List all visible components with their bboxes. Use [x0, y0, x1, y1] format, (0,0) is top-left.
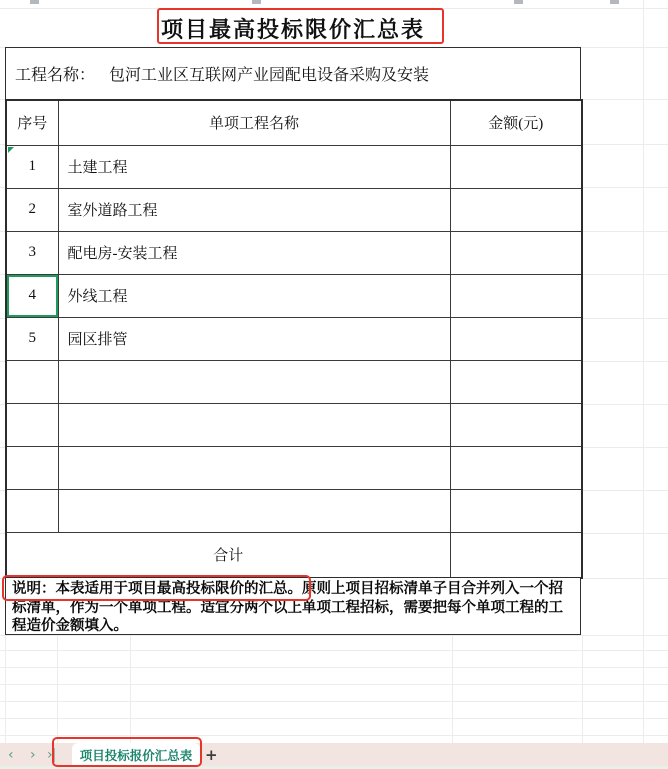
add-sheet-button[interactable]: +	[205, 745, 218, 764]
header-cell-no[interactable]: 序号	[6, 100, 58, 145]
amount-cell[interactable]	[450, 360, 582, 403]
gridline	[5, 635, 6, 743]
project-item-cell[interactable]: 外线工程	[58, 274, 450, 317]
last-sheet-button[interactable]: ›|	[47, 746, 56, 763]
page-title: 项目最高投标限价汇总表	[160, 17, 425, 42]
project-item-cell[interactable]: 室外道路工程	[58, 188, 450, 231]
project-name-label: 工程名称：	[15, 67, 96, 84]
next-sheet-button[interactable]: ›	[30, 746, 36, 763]
amount-cell[interactable]	[450, 403, 582, 446]
table-header-row	[6, 100, 582, 145]
gridline	[0, 718, 668, 719]
column-header-remnant	[252, 0, 261, 4]
row-number-cell[interactable]: 5	[6, 317, 58, 360]
row-number-cell[interactable]: 2	[6, 188, 58, 231]
total-row	[6, 532, 582, 578]
prev-sheet-button[interactable]: ‹	[8, 746, 14, 763]
gridline	[452, 635, 453, 743]
sheet-tab-active[interactable]: 项目投标报价汇总表	[72, 743, 200, 766]
column-header-remnant	[514, 0, 523, 4]
annotation-box-title	[157, 8, 444, 44]
row-number-cell[interactable]	[6, 403, 58, 446]
project-item-cell[interactable]: 园区排管	[58, 317, 450, 360]
annotation-box-note	[2, 575, 311, 601]
table-row	[6, 231, 582, 274]
project-item-cell[interactable]	[58, 489, 450, 532]
note-highlighted-text: 说明：本表适用于项目最高投标限价的汇总。	[12, 581, 302, 597]
table-row	[6, 489, 582, 532]
annotation-box-sheet-tab	[52, 737, 202, 767]
gridline	[130, 635, 131, 743]
gridline	[643, 0, 644, 743]
row-number-cell[interactable]	[6, 446, 58, 489]
project-item-cell[interactable]: 土建工程	[58, 145, 450, 188]
header-cell-amount[interactable]: 金额(元)	[450, 100, 582, 145]
total-label-cell[interactable]: 合计	[6, 532, 450, 578]
header-cell-name[interactable]: 单项工程名称	[58, 100, 450, 145]
amount-cell[interactable]	[450, 317, 582, 360]
cell-flag-triangle-icon	[8, 147, 14, 153]
column-header-remnant	[30, 0, 39, 4]
amount-cell[interactable]	[450, 145, 582, 188]
gridline	[582, 635, 583, 743]
project-name-value: 包河工业区互联网产业园配电设备采购及安装	[109, 67, 430, 84]
row-number: 1	[28, 158, 36, 174]
row-number-cell[interactable]	[6, 145, 58, 188]
table-row	[6, 403, 582, 446]
project-item-cell[interactable]	[58, 403, 450, 446]
gridline	[0, 650, 668, 651]
table-row	[6, 145, 582, 188]
row-number-cell[interactable]	[6, 489, 58, 532]
amount-cell[interactable]	[450, 274, 582, 317]
gridline	[0, 735, 668, 736]
amount-cell[interactable]	[450, 231, 582, 274]
row-number-cell[interactable]	[6, 360, 58, 403]
project-item-cell[interactable]	[58, 360, 450, 403]
project-name-cell[interactable]	[5, 47, 581, 99]
gridline	[0, 667, 668, 668]
note-rest-text: 原则上项目招标清单子目合并列入一个招标清单，作为一个单项工程。适宜分两个以上单项工程招标，需要把每个单项工程的工程造价金额填入。	[12, 581, 563, 634]
table-row	[6, 317, 582, 360]
gridline	[0, 684, 668, 685]
gridline	[57, 635, 58, 743]
project-item-cell[interactable]	[58, 446, 450, 489]
table-row	[6, 360, 582, 403]
amount-cell[interactable]	[450, 489, 582, 532]
gridline	[0, 701, 668, 702]
project-item-cell[interactable]: 配电房-安装工程	[58, 231, 450, 274]
row-number-cell[interactable]: 3	[6, 231, 58, 274]
total-amount-cell[interactable]	[450, 532, 582, 578]
table-row	[6, 274, 582, 317]
amount-cell[interactable]	[450, 446, 582, 489]
table-row	[6, 446, 582, 489]
amount-cell[interactable]	[450, 188, 582, 231]
column-header-remnant	[610, 0, 619, 4]
table-row	[6, 188, 582, 231]
row-number-cell-selected[interactable]: 4	[6, 274, 58, 317]
summary-table	[5, 99, 583, 579]
